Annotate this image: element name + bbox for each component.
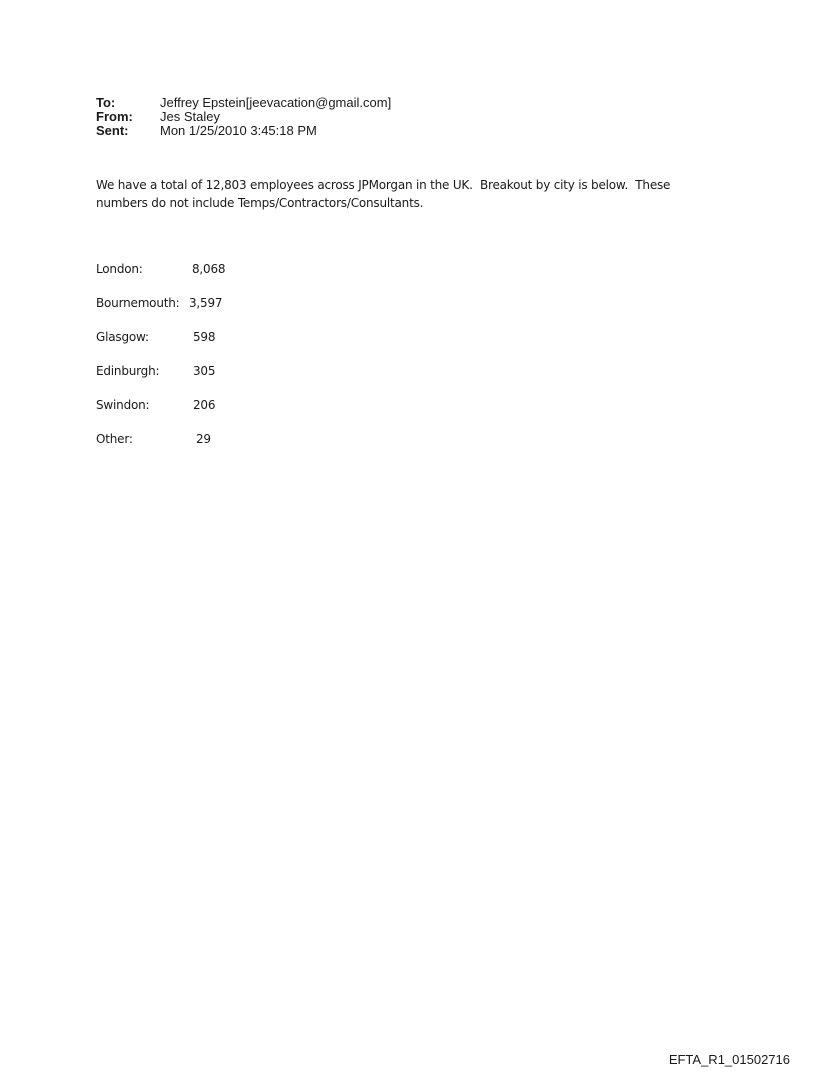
sent-value: Mon 1/25/2010 3:45:18 PM — [160, 123, 317, 138]
from-value: Jes Staley — [160, 109, 220, 124]
body-line-2: numbers do not include Temps/Contractors/Consultants. — [96, 196, 424, 210]
to-row — [96, 96, 391, 110]
city-count: 305 — [193, 364, 216, 378]
email-header — [96, 96, 391, 138]
city-name: Bournemouth: — [96, 296, 180, 310]
email-body — [96, 176, 716, 212]
document-id: EFTA_R1_01502716 — [668, 1052, 790, 1067]
sent-label: Sent: — [96, 123, 129, 138]
city-count: 3,597 — [189, 296, 223, 310]
body-line-1: We have a total of 12,803 employees across JPMorgan in the UK. Breakout by city is below. These — [96, 178, 671, 192]
city-name: Other: — [96, 432, 133, 446]
from-row — [96, 110, 391, 124]
from-label: From: — [96, 109, 133, 124]
city-name: Edinburgh: — [96, 364, 160, 378]
city-count: 598 — [193, 330, 216, 344]
to-value: Jeffrey Epstein[jeevacation@gmail.com] — [160, 95, 392, 110]
city-name: London: — [96, 262, 143, 276]
city-name: Swindon: — [96, 398, 150, 412]
city-count: 29 — [196, 432, 211, 446]
city-count: 8,068 — [192, 262, 226, 276]
to-label: To: — [96, 95, 116, 110]
city-name: Glasgow: — [96, 330, 149, 344]
city-count: 206 — [193, 398, 216, 412]
sent-row — [96, 124, 391, 138]
